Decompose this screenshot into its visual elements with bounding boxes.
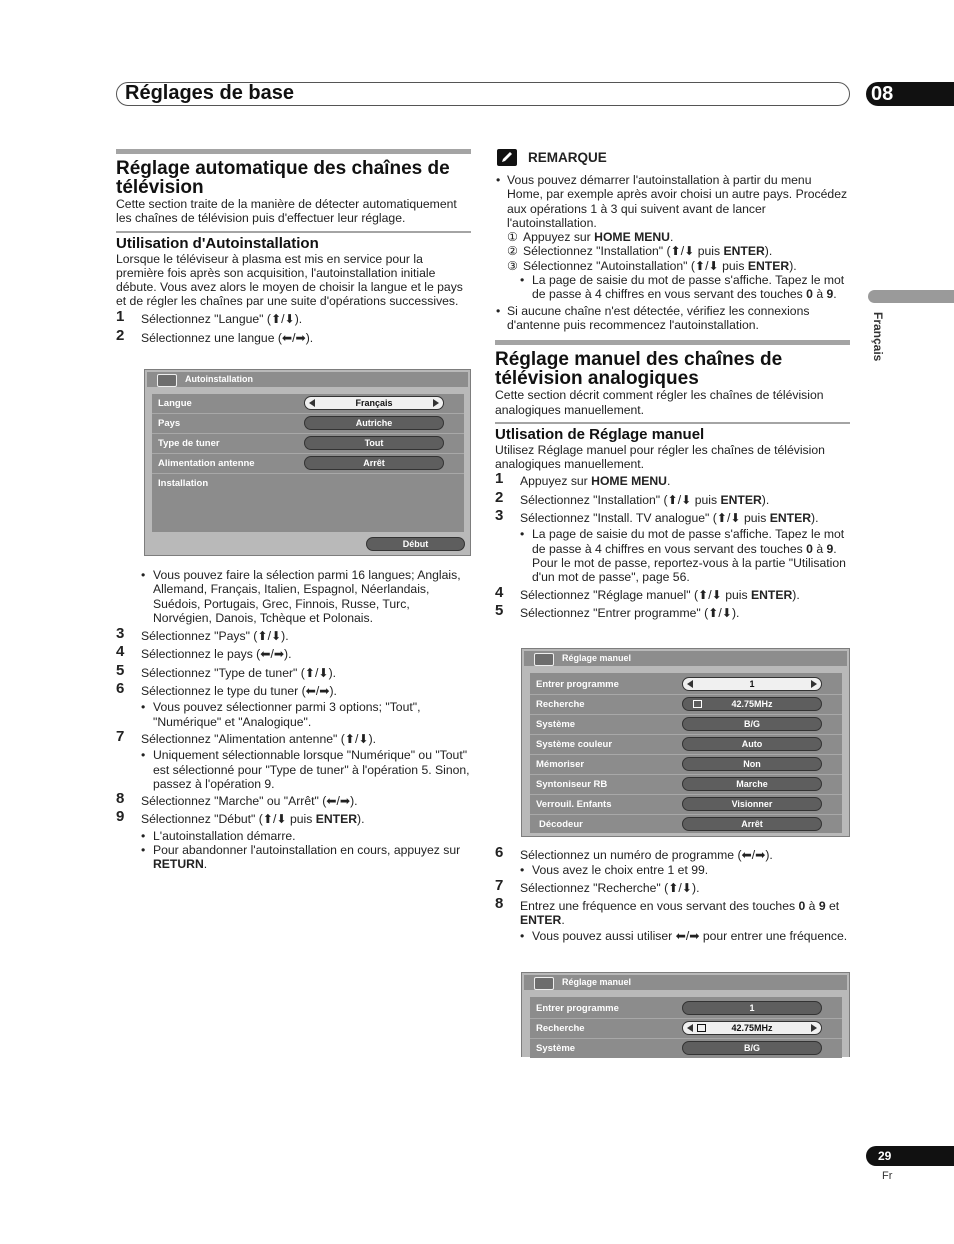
step: 6 Sélectionnez un numéro de programme (⬅/➡). — [495, 844, 773, 862]
note-title: REMARQUE — [528, 150, 607, 165]
start-button[interactable]: Début — [366, 537, 465, 551]
section-heading: Réglage automatique des chaînes de télévision — [116, 158, 450, 198]
menu-row[interactable]: Alimentation antenne Arrêt — [152, 454, 464, 474]
left-column — [116, 149, 471, 345]
arrow-left-icon[interactable] — [309, 399, 315, 407]
manual-tuning-screen-2 — [521, 972, 850, 1057]
note-substep: ② Sélectionnez "Installation" (⬆/⬇ puis ENTER). — [507, 244, 773, 259]
section-bar — [116, 149, 471, 154]
bullet: • Vous pouvez sélectionner parmi 3 options; "Tout", "Numérique" et "Analogique". — [116, 700, 471, 729]
step: 4 Sélectionnez "Réglage manuel" (⬆/⬇ puis ENTER). — [495, 583, 800, 602]
note-substep: ① Appuyez sur HOME MENU. — [507, 230, 674, 245]
note-header — [495, 149, 850, 169]
bullet: • La page de saisie du mot de passe s'affiche. Tapez le mot de passe à 4 chiffres en vous servant des touches 0 à 9. Pour le mot de passe, reportez-vous à la partie "Utilisation d'un mot de passe", page 56. — [495, 527, 850, 584]
value-pill[interactable]: Arrêt — [304, 456, 444, 470]
screen-title-bar: Réglage manuel — [524, 651, 847, 666]
arrow-right-icon[interactable] — [433, 399, 439, 407]
step: 4 Sélectionnez le pays (⬅/➡). — [116, 643, 292, 662]
bullet: • Vous pouvez faire la sélection parmi 16 langues; Anglais, Allemand, Français, Italien, Espagnol, Néerlandais, Suédois, Portugais, Grec, Finnois, Russe, Turc, Norvégien, Danois, Tchèque et Polonais. — [116, 568, 471, 625]
step: 8 Sélectionnez "Marche" ou "Arrêt" (⬅/➡). — [116, 790, 358, 809]
note-substep: ③ Sélectionnez "Autoinstallation" (⬆/⬇ puis ENTER). — [507, 258, 797, 273]
chapter-tab: 08 — [866, 82, 954, 106]
page-language: Fr — [882, 1170, 893, 1182]
section-heading: Réglage manuel des chaînes de télévision analogiques — [495, 349, 783, 390]
value-pill[interactable]: Auto — [682, 737, 822, 751]
bullet: • Pour abandonner l'autoinstallation en cours, appuyez sur RETURN. — [116, 843, 471, 872]
step: 9 Sélectionnez "Début" (⬆/⬇ puis ENTER). — [116, 808, 365, 827]
menu-row[interactable]: Recherche 42.75MHz — [530, 1019, 842, 1039]
arrow-left-icon[interactable] — [687, 1024, 693, 1032]
menu-row[interactable]: Entrer programme 1 — [530, 675, 842, 695]
right-column — [495, 149, 850, 620]
bullet: • Uniquement sélectionnable lorsque "Numérique" ou "Tout" est sélectionné pour "Type de tuner" à l'opération 5. Sinon, passez à l'opération 9. — [116, 748, 471, 791]
menu-row[interactable]: Type de tuner Tout — [152, 434, 464, 454]
frequency-pill[interactable]: 42.75MHz — [682, 697, 822, 711]
value-pill[interactable]: Non — [682, 757, 822, 771]
menu-row[interactable]: Mémoriser Non — [530, 755, 842, 775]
menu-book-icon — [157, 374, 177, 387]
value-pill[interactable]: Tout — [304, 436, 444, 450]
menu-row[interactable]: Installation — [158, 478, 209, 489]
value-pill[interactable]: Arrêt — [682, 817, 822, 831]
step: 1 Sélectionnez "Langue" (⬆/⬇). — [116, 307, 303, 326]
menu-row[interactable]: Système couleur Auto — [530, 735, 842, 755]
arrow-left-icon[interactable] — [687, 680, 693, 688]
menu-row[interactable]: Syntoniseur RB Marche — [530, 775, 842, 795]
menu-row[interactable]: Langue Français — [152, 394, 464, 414]
value-pill[interactable]: B/G — [682, 717, 822, 731]
step: 3 Sélectionnez "Pays" (⬆/⬇). — [116, 625, 289, 644]
side-tab — [868, 290, 954, 303]
value-pill[interactable]: Marche — [682, 777, 822, 791]
subsection-heading: Utilisation d'Autoinstallation — [116, 231, 471, 252]
step: 5 Sélectionnez "Type de tuner" (⬆/⬇). — [116, 661, 337, 680]
step: 3 Sélectionnez "Install. TV analogue" (⬆/⬇ puis ENTER). — [495, 507, 819, 526]
autoinstallation-screen — [144, 369, 471, 556]
step: 2 Sélectionnez "Installation" (⬆/⬇ puis ENTER). — [495, 488, 770, 507]
bullet: • Vous avez le choix entre 1 et 99. — [495, 863, 850, 877]
step: 7 Sélectionnez "Recherche" (⬆/⬇). — [495, 876, 700, 895]
note-subbullet: • La page de saisie du mot de passe s'affiche. Tapez le mot de passe à 4 chiffres en vous servant des touches 0 à 9. — [495, 273, 850, 302]
note-item: • Vous pouvez démarrer l'autoinstallation à partir du menu Home, par exemple après avoir choisi un autre pays. Procédez aux opérations 1 à 3 qui suivent avant de lancer l'autoinstallation. — [495, 173, 850, 230]
frequency-icon — [693, 700, 702, 708]
page-title: Réglages de base — [125, 82, 294, 104]
menu-row[interactable]: Verrouil. Enfants Visionner — [530, 795, 842, 815]
menu-book-icon — [534, 977, 554, 990]
side-language-label: Français — [871, 312, 885, 362]
program-selector[interactable]: 1 — [682, 677, 822, 691]
step: 7 Sélectionnez "Alimentation antenne" (⬆/⬇). — [116, 727, 377, 746]
section-intro: Cette section traite de la manière de détecter automatiquement les chaînes de télévision puis d'effectuer leur réglage. — [116, 197, 457, 226]
step: 8 Entrez une fréquence en vous servant des touches 0 à 9 et ENTER. — [495, 894, 840, 928]
paragraph: Lorsque le téléviseur à plasma est mis en service pour la première fois après son acquisition, l'autoinstallation initiale débute. Vous avez alors le moyen de choisir la langue et le pays et de régler les chaînes par une suite d'opérations successives. — [116, 251, 463, 309]
menu-row[interactable]: Recherche 42.75MHz — [530, 695, 842, 715]
arrow-right-icon[interactable] — [811, 1024, 817, 1032]
section-bar — [495, 340, 850, 345]
arrow-right-icon[interactable] — [811, 680, 817, 688]
right-column-cont — [495, 844, 850, 944]
left-column-cont — [116, 568, 471, 872]
step: 1 Appuyez sur HOME MENU. — [495, 470, 671, 489]
manual-tuning-screen — [521, 648, 850, 837]
menu-row[interactable]: Entrer programme 1 — [530, 999, 842, 1019]
step: 2 Sélectionnez une langue (⬅/➡). — [116, 327, 314, 346]
menu-book-icon — [534, 653, 554, 666]
value-pill[interactable]: 1 — [682, 1001, 822, 1015]
menu-row[interactable]: Décodeur Arrêt — [530, 815, 842, 834]
note-pencil-icon — [497, 149, 517, 166]
frequency-selector[interactable]: 42.75MHz — [682, 1021, 822, 1035]
value-pill[interactable]: B/G — [682, 1041, 822, 1055]
value-pill[interactable]: Autriche — [304, 416, 444, 430]
screen-title-bar: Autoinstallation — [147, 372, 468, 387]
step: 5 Sélectionnez "Entrer programme" (⬆/⬇). — [495, 601, 740, 620]
bullet: • Vous pouvez aussi utiliser ⬅/➡ pour entrer une fréquence. — [495, 929, 850, 943]
value-pill[interactable]: Visionner — [682, 797, 822, 811]
paragraph: Utilisez Réglage manuel pour régler les chaînes de télévision analogiques manuellement. — [495, 442, 825, 472]
note-item: • Si aucune chaîne n'est détectée, vérifiez les connexions d'antenne puis recommencez l'autoinstallation. — [495, 304, 850, 333]
language-selector[interactable]: Français — [304, 396, 444, 410]
screen-title-bar: Réglage manuel — [524, 975, 847, 990]
subsection-heading: Utlisation de Réglage manuel — [495, 422, 850, 443]
bullet: • L'autoinstallation démarre. — [116, 829, 471, 843]
page-number: 29 — [866, 1146, 954, 1166]
menu-row[interactable]: Système B/G — [530, 715, 842, 735]
step: 6 Sélectionnez le type du tuner (⬅/➡). — [116, 680, 337, 699]
menu-row[interactable]: Pays Autriche — [152, 414, 464, 434]
section-intro: Cette section décrit comment régler les chaînes de télévision analogiques manuellement. — [495, 388, 824, 417]
frequency-icon — [697, 1024, 706, 1032]
menu-row[interactable]: Système B/G — [530, 1039, 842, 1058]
